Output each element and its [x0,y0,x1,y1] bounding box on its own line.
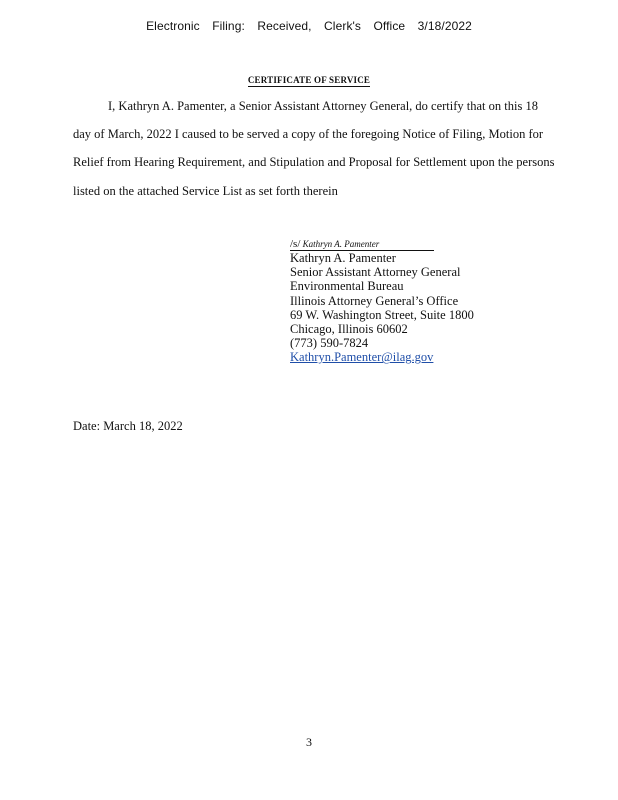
signer-bureau: Environmental Bureau [290,279,404,294]
signature-block [290,251,474,365]
certificate-title-text: CERTIFICATE OF SERVICE [247,75,371,85]
certificate-title [0,75,618,85]
signer-phone: (773) 590-7824 [290,336,369,351]
signer-office: Illinois Attorney General’s Office [290,293,459,308]
certificate-body-line-3: Relief from Hearing Requirement, and Stipulation and Proposal for Settlement upon the persons [73,155,555,169]
signer-email-link[interactable]: Kathryn.Pamenter@ilag.gov [290,350,434,365]
signer-name: Kathryn A. Pamenter [290,251,396,265]
signer-street-address: 69 W. Washington Street, Suite 1800 [290,307,474,322]
electronic-signature-line [290,238,434,251]
certificate-body-line-2: day of March, 2022 I caused to be served a copy of the foregoing Notice of Filing, Motion for [73,127,544,141]
certificate-body-line-4: listed on the attached Service List as set forth therein [73,184,338,198]
e-signature-name: Kathryn A. Pamenter [302,239,380,249]
date-line: Date: March 18, 2022 [73,419,183,433]
page-number: 3 [306,735,312,749]
filing-stamp-header: Electronic Filing: Received, Clerk's Office 3/18/2022 [146,19,472,33]
signer-city-state-zip: Chicago, Illinois 60602 [290,322,408,337]
signer-title: Senior Assistant Attorney General [290,265,461,280]
e-signature-prefix: /s/ [290,238,301,250]
certificate-body-line-1: I, Kathryn A. Pamenter, a Senior Assistant Attorney General, do certify that on this 18 [108,99,538,113]
